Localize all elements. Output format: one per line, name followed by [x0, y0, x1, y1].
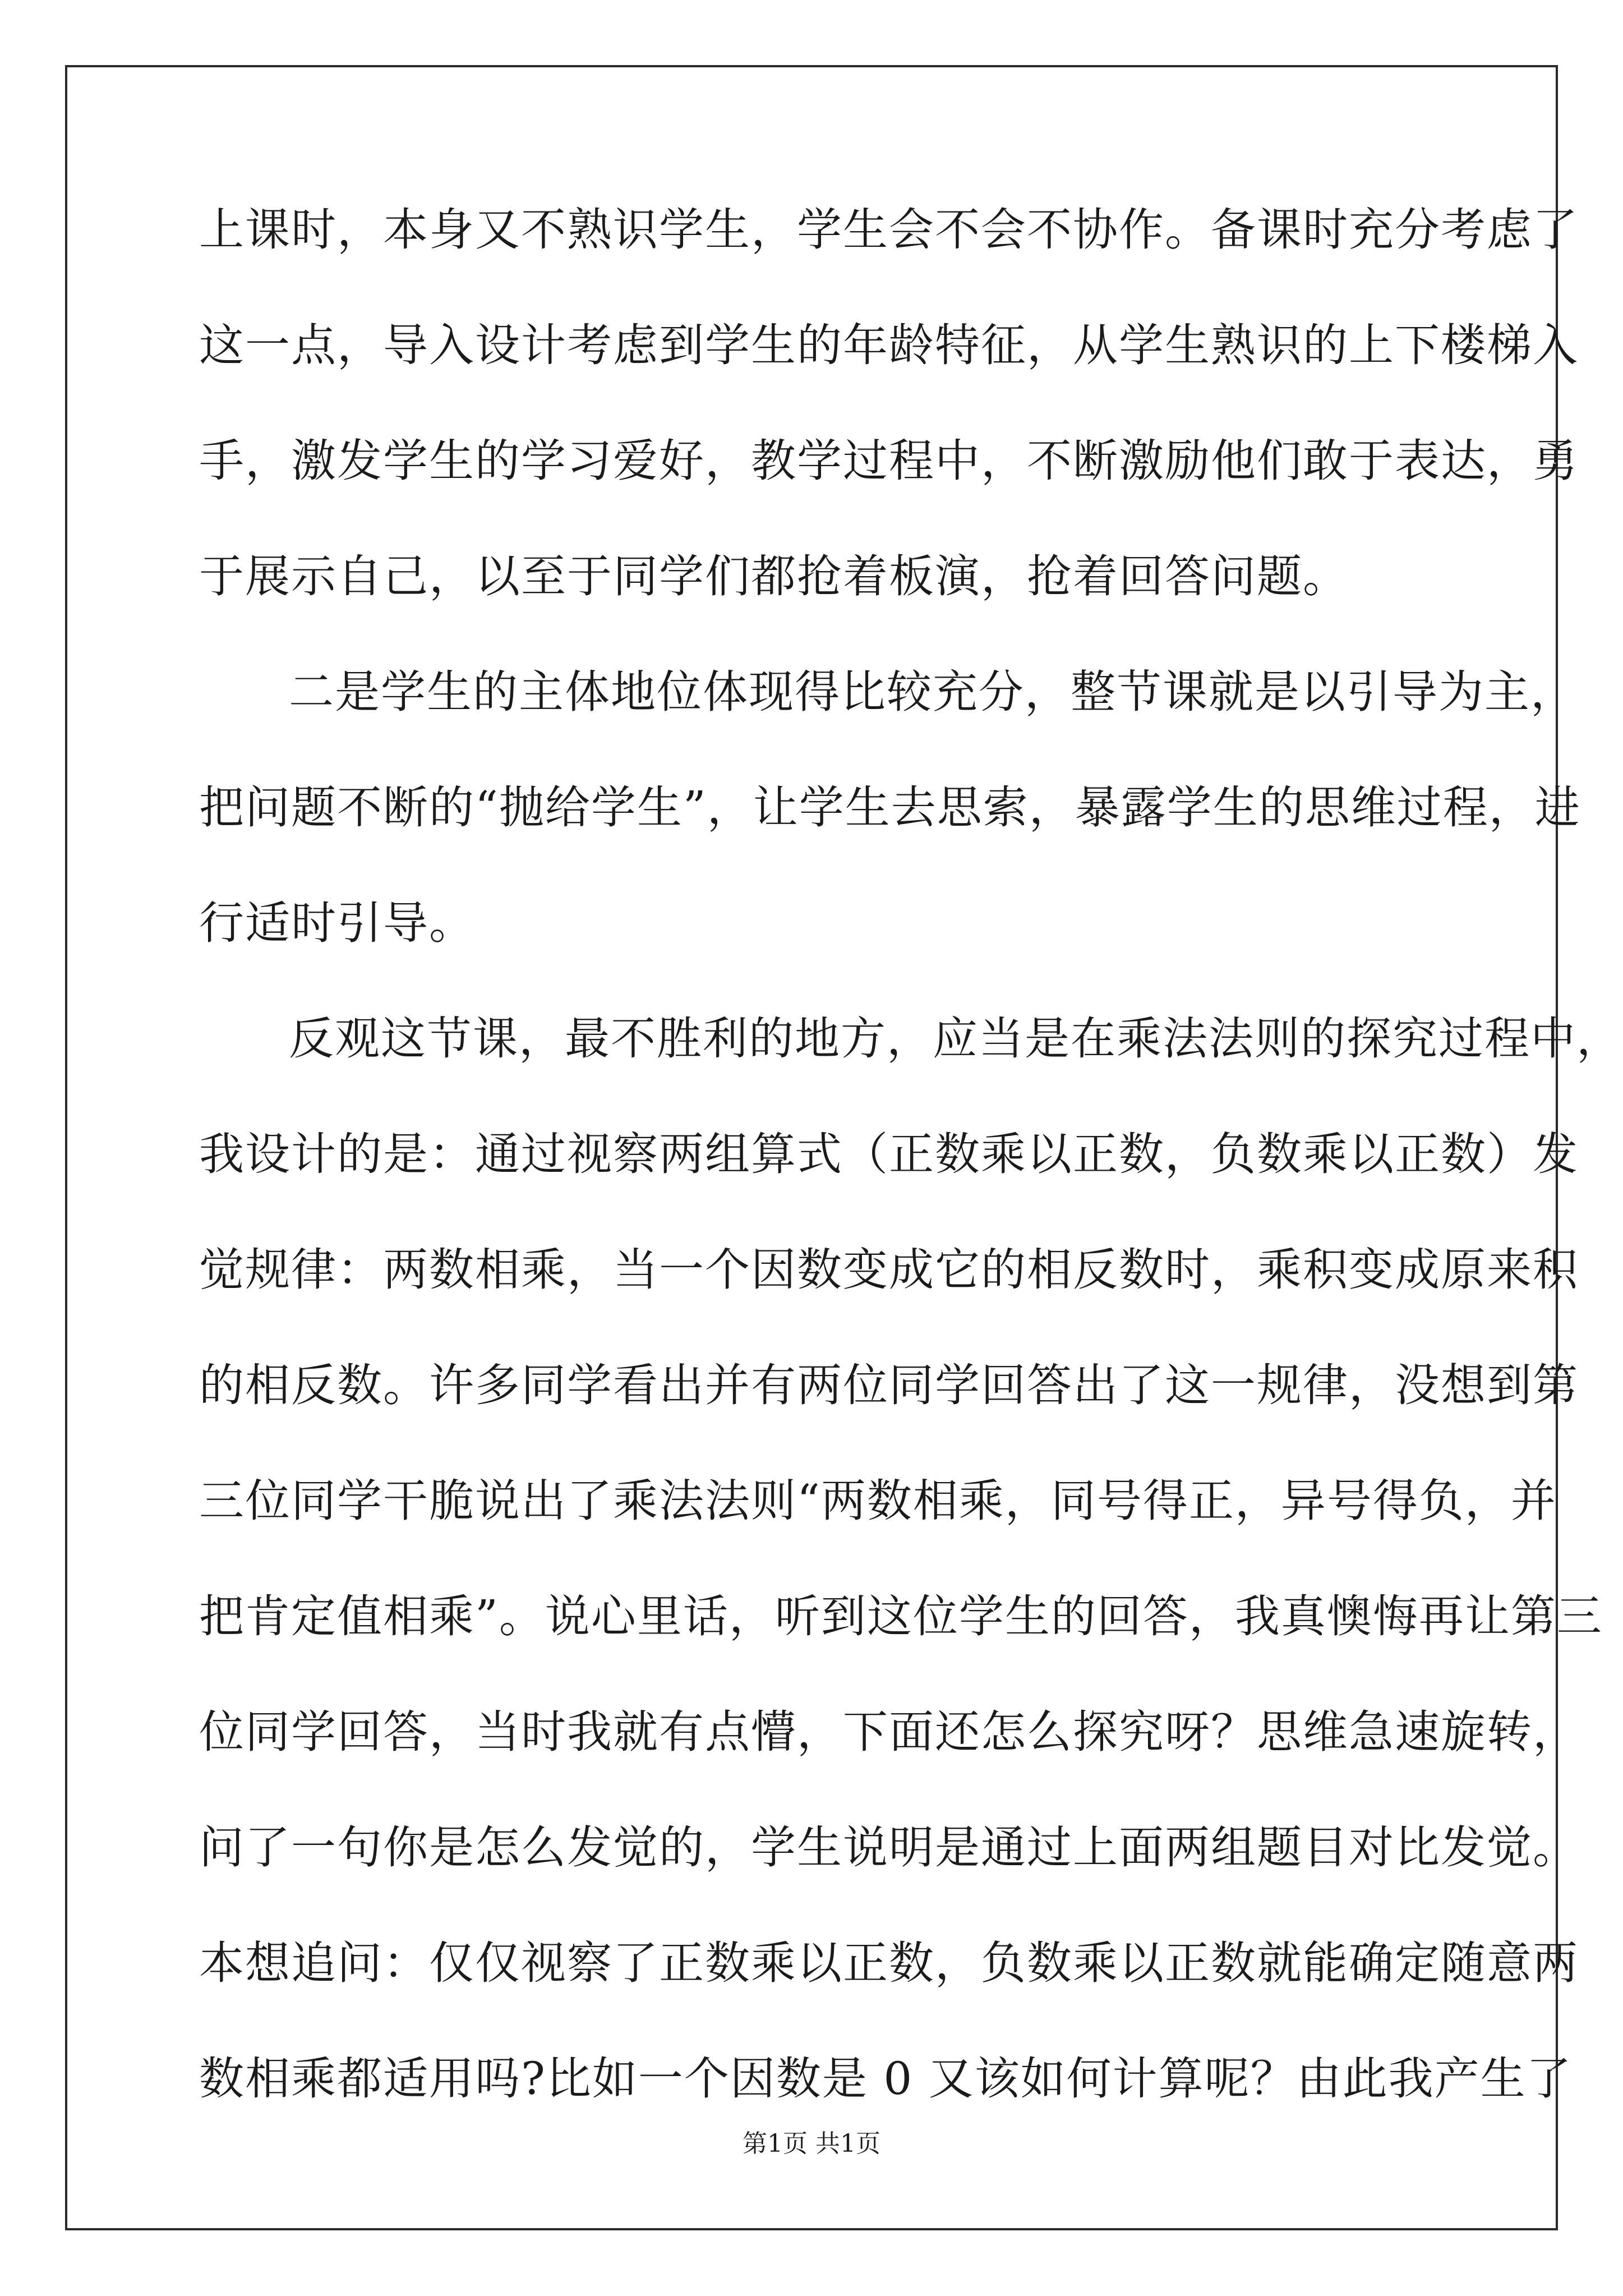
- page-number-footer: 第1页 共1页: [743, 2129, 880, 2158]
- text-line: 把问题不断的“抛给学生”，让学生去思索，暴露学生的思维过程，进: [199, 781, 1581, 834]
- text-line: 上课时，本身又不熟识学生，学生会不会不协作。备课时充分考虑了: [199, 204, 1579, 256]
- text-line: 这一点，导入设计考虑到学生的年龄特征，从学生熟识的上下楼梯入: [199, 319, 1579, 371]
- text-line: 问了一句你是怎么发觉的，学生说明是通过上面两组题目对比发觉。: [199, 1821, 1579, 1874]
- text-line: 的相反数。许多同学看出并有两位同学回答出了这一规律，没想到第: [199, 1359, 1579, 1411]
- text-line: 位同学回答，当时我就有点懵，下面还怎么探究呀？思维急速旋转，: [199, 1706, 1579, 1758]
- text-line: 三位同学干脆说出了乘法法则“两数相乘，同号得正，异号得负，并: [199, 1475, 1557, 1527]
- text-line: 把肯定值相乘”。说心里话，听到这位学生的回答，我真懊悔再让第三: [199, 1590, 1603, 1642]
- paragraph-first-line: 反观这节课，最不胜利的地方，应当是在乘法法则的探究过程中，: [289, 1013, 1622, 1065]
- text-line: 本想追问：仅仅视察了正数乘以正数，负数乘以正数就能确定随意两: [199, 1937, 1579, 1989]
- text-line: 手，激发学生的学习爱好，教学过程中，不断激励他们敢于表达，勇: [199, 435, 1579, 487]
- text-line: 于展示自己，以至于同学们都抢着板演，抢着回答问题。: [199, 550, 1349, 602]
- text-line: 觉规律：两数相乘，当一个因数变成它的相反数时，乘积变成原来积: [199, 1244, 1579, 1296]
- text-line: 我设计的是：通过视察两组算式（正数乘以正数，负数乘以正数）发: [199, 1128, 1579, 1180]
- paragraph-first-line: 二是学生的主体地位体现得比较充分，整节课就是以引导为主，: [289, 666, 1576, 718]
- text-line: 行适时引导。: [199, 897, 475, 949]
- text-line: 数相乘都适用吗?比如一个因数是 0 又该如何计算呢？由此我产生了: [199, 2053, 1573, 2105]
